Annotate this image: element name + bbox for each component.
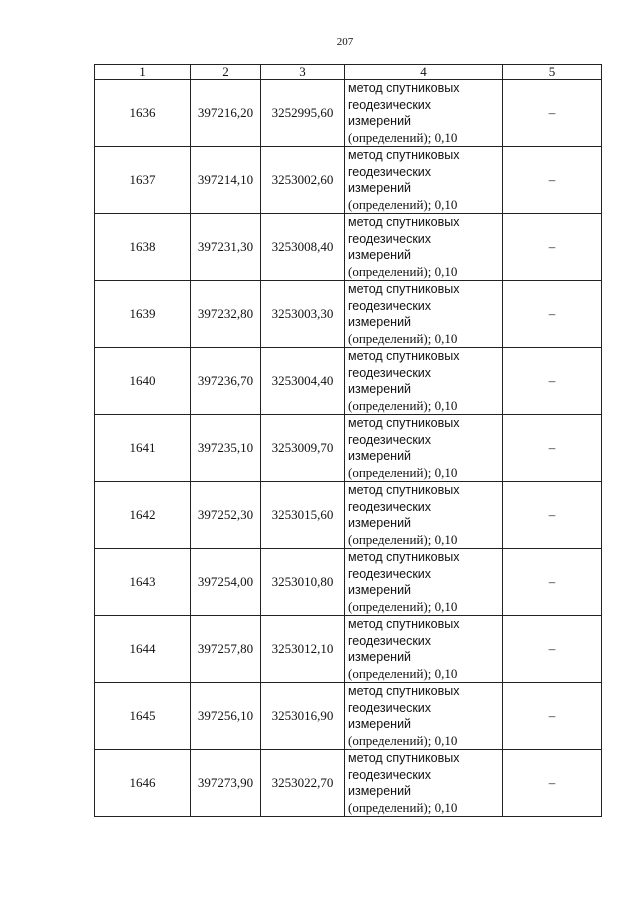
- y-coordinate-cell: 3253010,80: [261, 549, 345, 616]
- table-row: [95, 616, 602, 683]
- method-text-line: геодезических: [348, 298, 432, 313]
- note-cell: –: [503, 415, 602, 482]
- method-text-line: (определений); 0,10: [348, 531, 458, 547]
- point-number-cell: 1643: [95, 549, 191, 616]
- table-row: [95, 80, 602, 147]
- method-cell: [345, 281, 503, 348]
- table-row: [95, 750, 602, 817]
- method-text-line: измерений: [348, 784, 412, 798]
- method-text-line: измерений: [348, 583, 412, 597]
- method-text-line: геодезических: [348, 97, 432, 112]
- method-text-line: метод спутниковых: [348, 282, 460, 296]
- method-text-line: (определений); 0,10: [348, 598, 458, 614]
- note-cell: –: [503, 147, 602, 214]
- column-header-4: 4: [345, 65, 503, 80]
- x-coordinate-cell: 397232,80: [191, 281, 261, 348]
- method-text-line: измерений: [348, 516, 412, 530]
- note-cell: –: [503, 214, 602, 281]
- point-number-cell: 1646: [95, 750, 191, 817]
- method-text-line: (определений); 0,10: [348, 799, 458, 815]
- method-cell: [345, 348, 503, 415]
- method-text-line: метод спутниковых: [348, 81, 460, 95]
- y-coordinate-cell: 3252995,60: [261, 80, 345, 147]
- method-text-line: геодезических: [348, 633, 432, 648]
- method-text-line: (определений); 0,10: [348, 129, 458, 145]
- point-number-cell: 1639: [95, 281, 191, 348]
- x-coordinate-cell: 397254,00: [191, 549, 261, 616]
- method-cell: [345, 80, 503, 147]
- point-number-cell: 1645: [95, 683, 191, 750]
- x-coordinate-cell: 397252,30: [191, 482, 261, 549]
- y-coordinate-cell: 3253009,70: [261, 415, 345, 482]
- method-text-line: (определений); 0,10: [348, 330, 458, 346]
- note-cell: –: [503, 482, 602, 549]
- method-text-line: геодезических: [348, 432, 432, 447]
- x-coordinate-cell: 397273,90: [191, 750, 261, 817]
- coordinates-table: [94, 64, 602, 817]
- method-text-line: метод спутниковых: [348, 148, 460, 162]
- note-cell: –: [503, 80, 602, 147]
- note-cell: –: [503, 616, 602, 683]
- y-coordinate-cell: 3253012,10: [261, 616, 345, 683]
- x-coordinate-cell: 397236,70: [191, 348, 261, 415]
- method-text-line: измерений: [348, 181, 412, 195]
- method-cell: [345, 415, 503, 482]
- point-number-cell: 1638: [95, 214, 191, 281]
- method-cell: [345, 683, 503, 750]
- method-text-line: измерений: [348, 449, 412, 463]
- method-text-line: метод спутниковых: [348, 215, 460, 229]
- method-text-line: геодезических: [348, 499, 432, 514]
- y-coordinate-cell: 3253003,30: [261, 281, 345, 348]
- note-cell: –: [503, 281, 602, 348]
- x-coordinate-cell: 397214,10: [191, 147, 261, 214]
- method-text-line: геодезических: [348, 164, 432, 179]
- method-text-line: измерений: [348, 315, 412, 329]
- method-text-line: геодезических: [348, 566, 432, 581]
- note-cell: –: [503, 683, 602, 750]
- table-row: [95, 214, 602, 281]
- method-text-line: метод спутниковых: [348, 617, 460, 631]
- method-text-line: измерений: [348, 248, 412, 262]
- method-cell: [345, 750, 503, 817]
- y-coordinate-cell: 3253015,60: [261, 482, 345, 549]
- y-coordinate-cell: 3253004,40: [261, 348, 345, 415]
- table-row: [95, 281, 602, 348]
- table-row: [95, 147, 602, 214]
- table-row: [95, 683, 602, 750]
- method-text-line: геодезических: [348, 767, 432, 782]
- method-text-line: измерений: [348, 717, 412, 731]
- x-coordinate-cell: 397231,30: [191, 214, 261, 281]
- note-cell: –: [503, 549, 602, 616]
- column-header-5: 5: [503, 65, 602, 80]
- table-header-row: [95, 65, 602, 80]
- y-coordinate-cell: 3253002,60: [261, 147, 345, 214]
- column-header-3: 3: [261, 65, 345, 80]
- note-cell: –: [503, 348, 602, 415]
- table-row: [95, 549, 602, 616]
- x-coordinate-cell: 397256,10: [191, 683, 261, 750]
- table-row: [95, 482, 602, 549]
- method-text-line: измерений: [348, 114, 412, 128]
- method-cell: [345, 549, 503, 616]
- table-row: [95, 415, 602, 482]
- method-text-line: измерений: [348, 382, 412, 396]
- method-text-line: (определений); 0,10: [348, 464, 458, 480]
- x-coordinate-cell: 397257,80: [191, 616, 261, 683]
- method-text-line: метод спутниковых: [348, 349, 460, 363]
- note-cell: –: [503, 750, 602, 817]
- method-text-line: метод спутниковых: [348, 684, 460, 698]
- method-text-line: (определений); 0,10: [348, 263, 458, 279]
- method-text-line: (определений); 0,10: [348, 196, 458, 212]
- method-text-line: (определений); 0,10: [348, 397, 458, 413]
- y-coordinate-cell: 3253008,40: [261, 214, 345, 281]
- y-coordinate-cell: 3253022,70: [261, 750, 345, 817]
- method-cell: [345, 482, 503, 549]
- method-text-line: геодезических: [348, 700, 432, 715]
- method-text-line: метод спутниковых: [348, 751, 460, 765]
- y-coordinate-cell: 3253016,90: [261, 683, 345, 750]
- method-text-line: измерений: [348, 650, 412, 664]
- method-cell: [345, 147, 503, 214]
- point-number-cell: 1636: [95, 80, 191, 147]
- method-text-line: геодезических: [348, 231, 432, 246]
- x-coordinate-cell: 397216,20: [191, 80, 261, 147]
- method-text-line: метод спутниковых: [348, 416, 460, 430]
- point-number-cell: 1644: [95, 616, 191, 683]
- point-number-cell: 1637: [95, 147, 191, 214]
- method-text-line: метод спутниковых: [348, 483, 460, 497]
- method-text-line: (определений); 0,10: [348, 665, 458, 681]
- column-header-1: 1: [95, 65, 191, 80]
- x-coordinate-cell: 397235,10: [191, 415, 261, 482]
- method-text-line: геодезических: [348, 365, 432, 380]
- point-number-cell: 1641: [95, 415, 191, 482]
- method-cell: [345, 214, 503, 281]
- method-text-line: (определений); 0,10: [348, 732, 458, 748]
- point-number-cell: 1640: [95, 348, 191, 415]
- method-cell: [345, 616, 503, 683]
- page-number: 207: [336, 36, 354, 48]
- point-number-cell: 1642: [95, 482, 191, 549]
- table-body: [95, 80, 602, 817]
- table-row: [95, 348, 602, 415]
- method-text-line: метод спутниковых: [348, 550, 460, 564]
- column-header-2: 2: [191, 65, 261, 80]
